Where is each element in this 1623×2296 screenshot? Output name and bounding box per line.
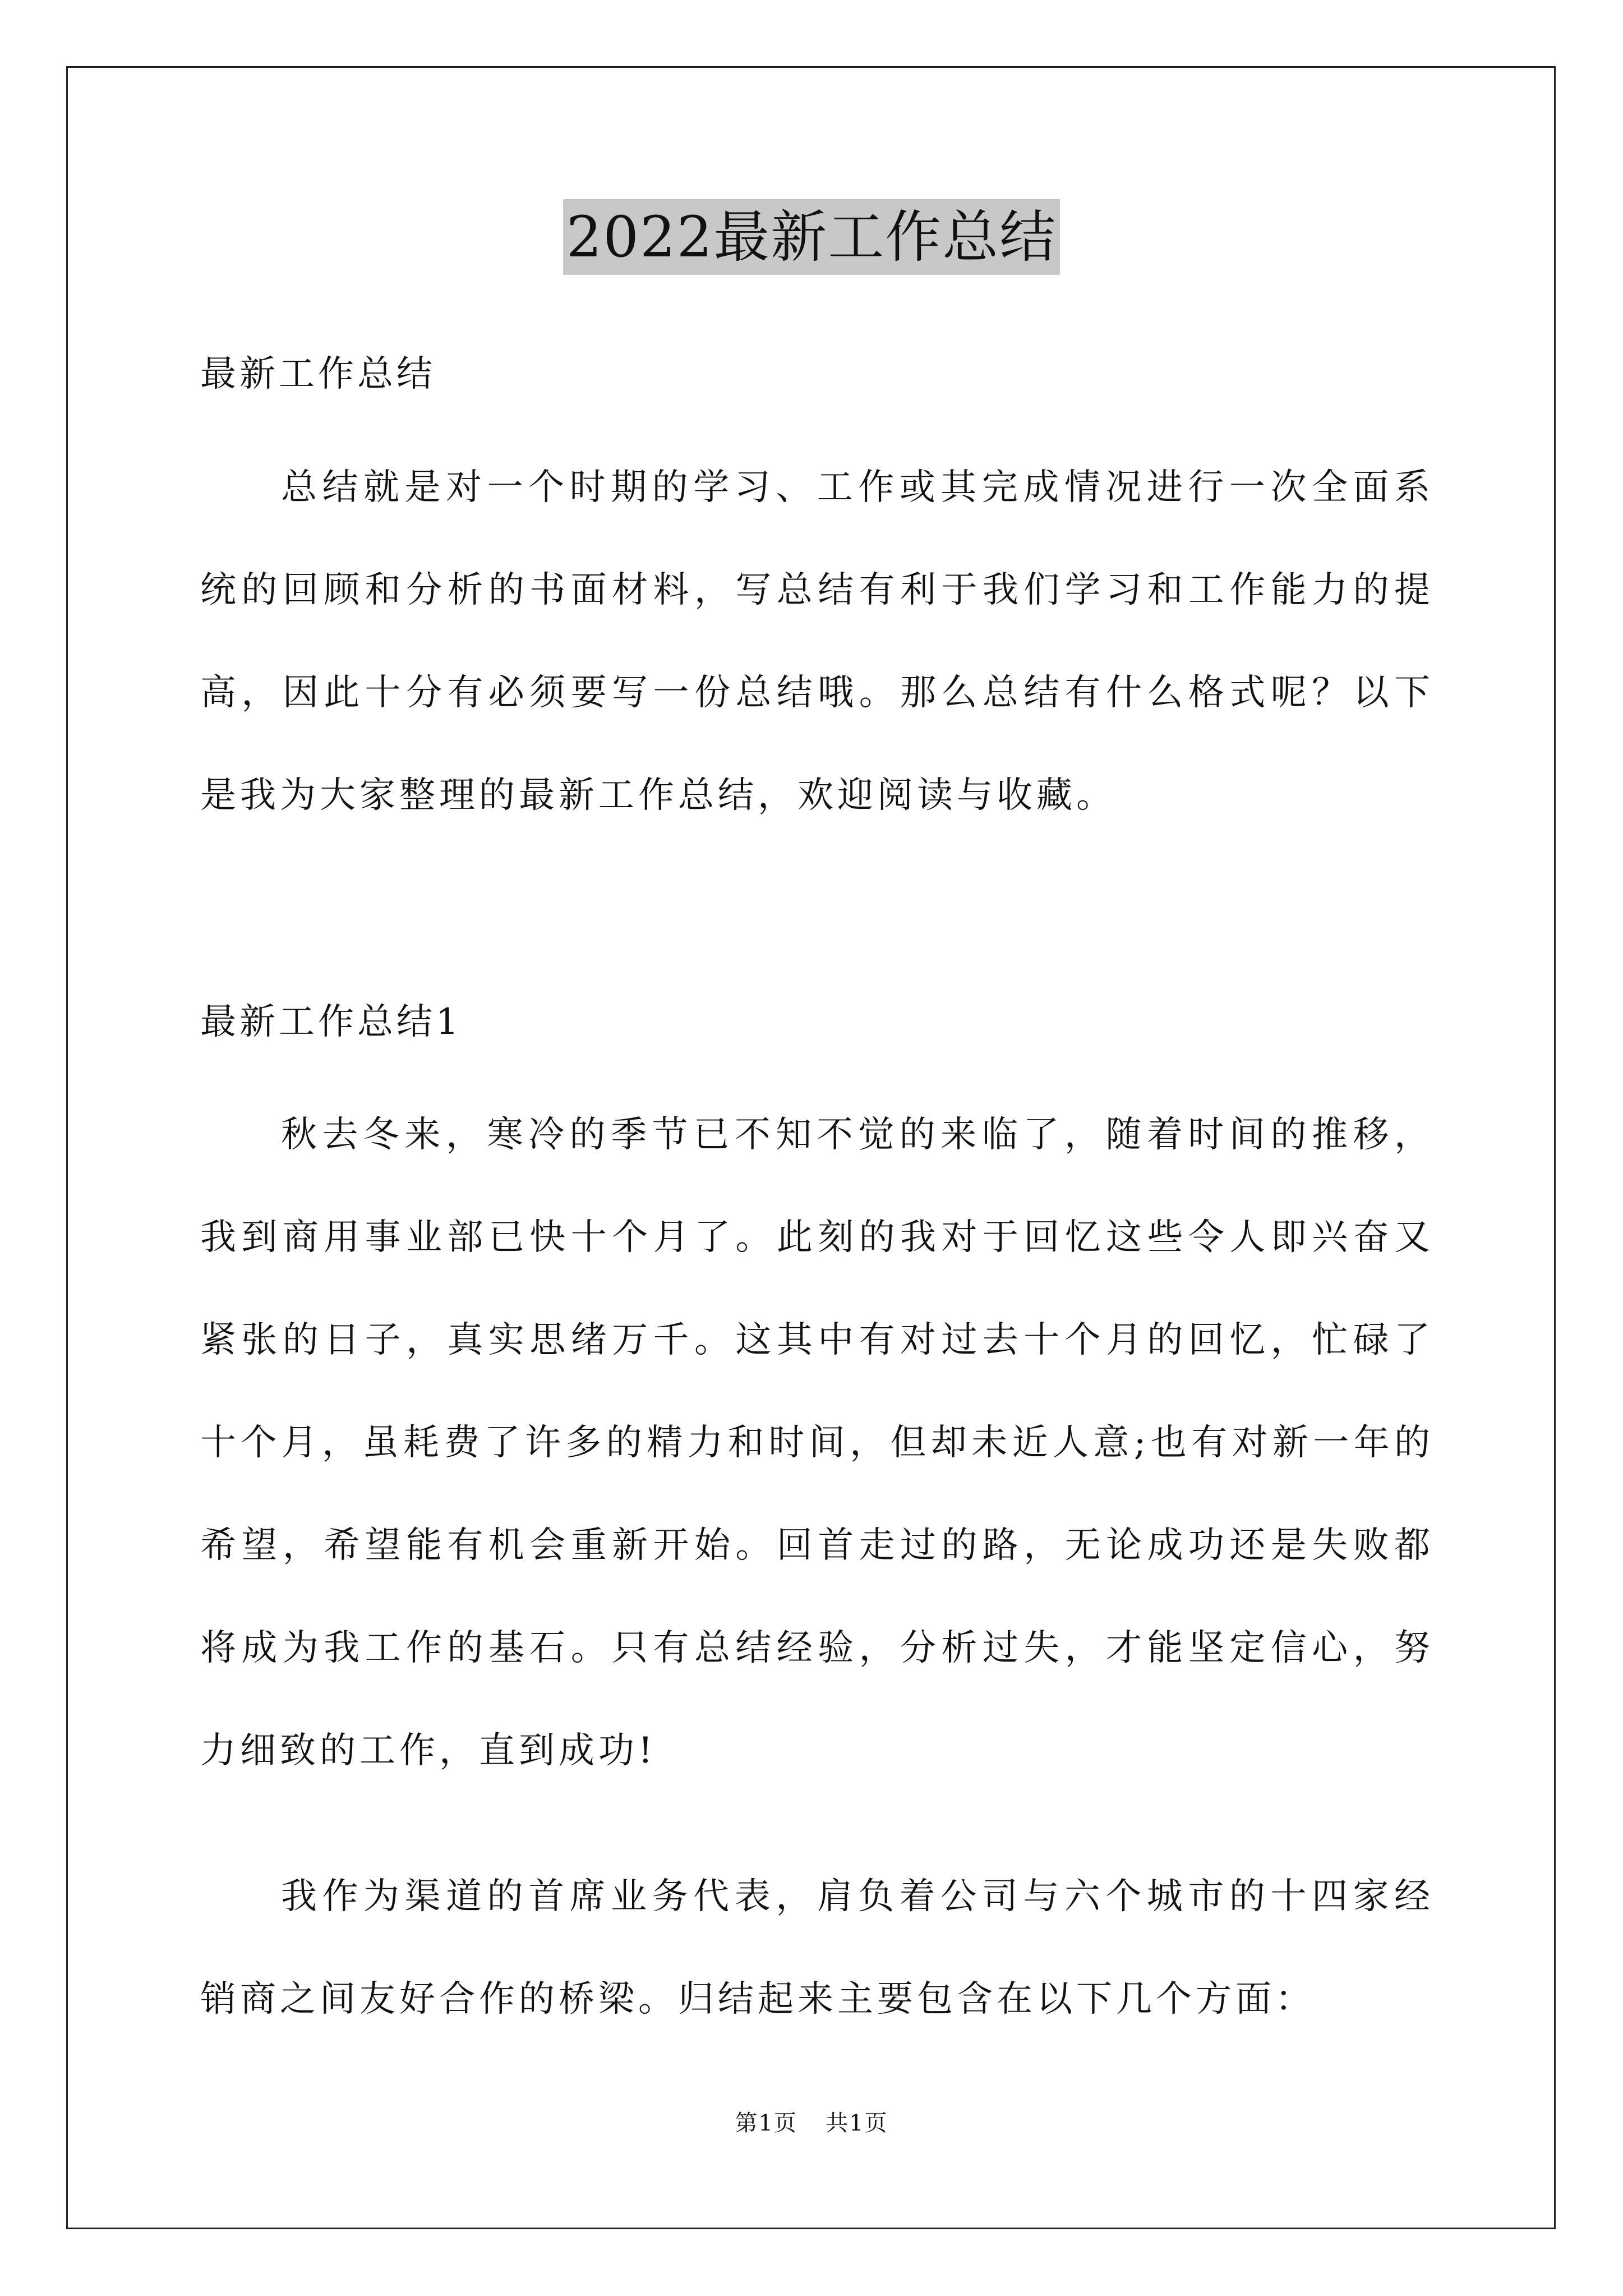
page-total: 共1页: [826, 2110, 888, 2136]
intro-paragraph: 总结就是对一个时期的学习、工作或其完成情况进行一次全面系统的回顾和分析的书面材料，写总结有利于我们学习和工作能力的提高，因此十分有必须要写一份总结哦。那么总结有什么格式呢？以下是我为大家整理的最新工作总结，欢迎阅读与收藏。: [200, 467, 1434, 816]
section1-paragraph-2: 我作为渠道的首席业务代表，肩负着公司与六个城市的十四家经销商之间友好合作的桥梁。归结起来主要包含在以下几个方面：: [200, 1876, 1434, 2020]
section1-heading: 最新工作总结1: [200, 1001, 462, 1043]
title-container: [0, 199, 1623, 275]
page-footer: [0, 2106, 1623, 2140]
document-title: 2022最新工作总结: [563, 199, 1061, 275]
page-number: 第1页: [735, 2110, 797, 2136]
intro-heading: 最新工作总结: [200, 353, 436, 395]
section1-paragraph-1: 秋去冬来，寒冷的季节已不知不觉的来临了，随着时间的推移，我到商用事业部已快十个月了。此刻的我对于回忆这些令人即兴奋又紧张的日子，真实思绪万千。这其中有对过去十个月的回忆，忙碌了十个月，虽耗费了许多的精力和时间，但却未近人意;也有对新一年的希望，希望能有机会重新开始。回首走过的路，无论成功还是失败都将成为我工作的基石。只有总结经验，分析过失，才能坚定信心，努力细致的工作，直到成功!: [200, 1114, 1434, 1772]
